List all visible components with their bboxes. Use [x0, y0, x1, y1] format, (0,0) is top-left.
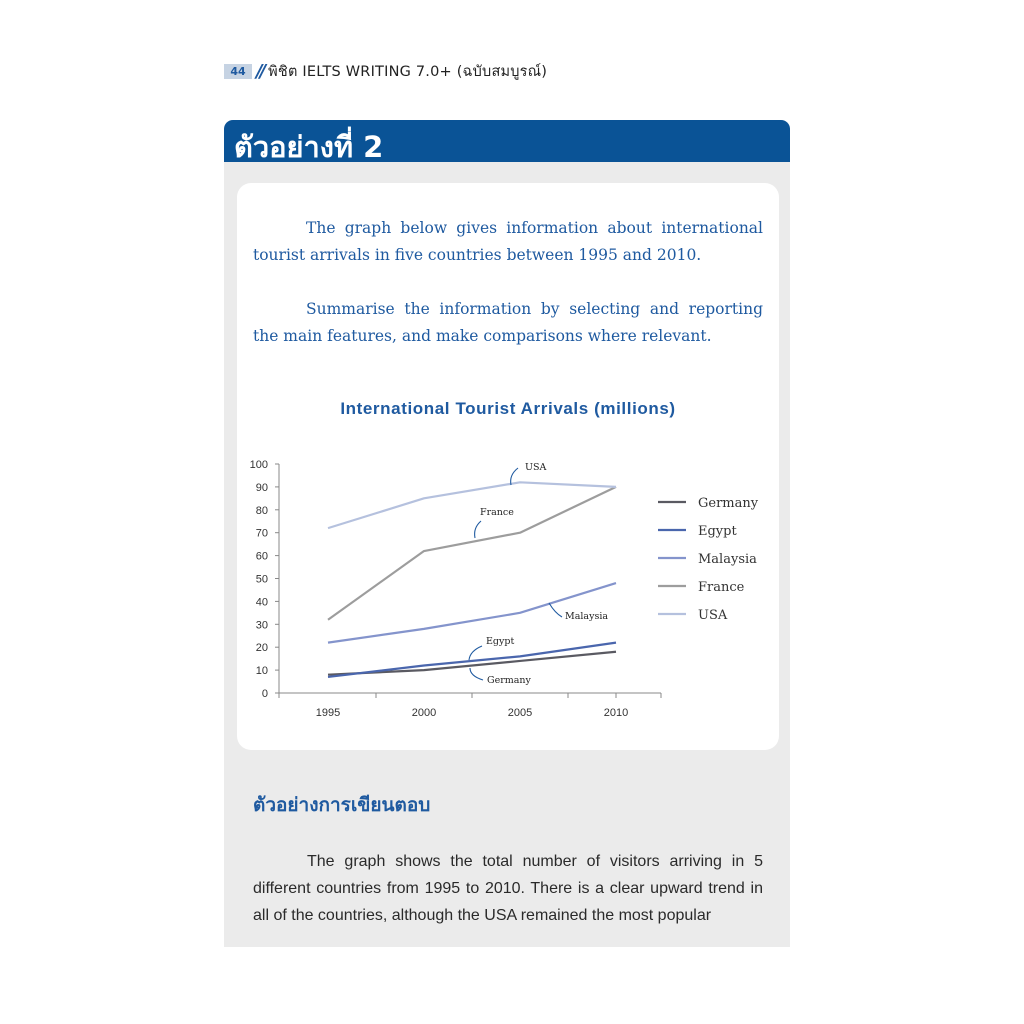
callout-label-egypt: Egypt — [486, 636, 515, 647]
header-separator: // — [256, 60, 264, 82]
callout-arrow — [475, 521, 481, 538]
page-number: 44 — [224, 64, 252, 79]
y-tick-label: 70 — [255, 527, 268, 540]
series-line-usa — [328, 482, 616, 528]
series-line-egypt — [328, 643, 616, 677]
y-tick-label: 90 — [255, 481, 268, 494]
chart-title: International Tourist Arrivals (millions) — [340, 399, 676, 418]
y-tick-label: 10 — [255, 665, 268, 678]
callout-label-malaysia: Malaysia — [565, 611, 609, 622]
x-tick-label: 2010 — [603, 707, 629, 719]
page-header — [224, 60, 547, 82]
section-title-bar — [224, 120, 790, 162]
legend-label-egypt: Egypt — [698, 524, 737, 539]
callout-label-france: France — [480, 507, 514, 518]
y-tick-label: 60 — [255, 550, 268, 563]
callout-arrow — [549, 603, 562, 617]
series-line-france — [328, 487, 616, 620]
callout-arrow — [469, 646, 482, 660]
y-tick-label: 20 — [255, 642, 268, 655]
section-title: ตัวอย่างที่ 2 — [234, 130, 384, 164]
y-tick-label: 0 — [261, 688, 268, 700]
y-tick-label: 40 — [255, 596, 268, 609]
answer-text: The graph shows the total number of visitors arriving in 5 different countries from 1995 to 2010. There is a clear upward trend in all of the countries, although the USA remained the most popular — [253, 853, 763, 924]
y-tick-label: 50 — [255, 573, 268, 586]
legend-label-germany: Germany — [698, 496, 759, 511]
x-tick-label: 2000 — [411, 707, 437, 719]
prompt-paragraph-1: The graph below gives information about international tourist arrivals in five countries between 1995 and 2010. — [253, 219, 763, 264]
x-tick-label: 1995 — [315, 707, 341, 719]
y-tick-label: 100 — [249, 459, 268, 471]
question-card — [237, 183, 779, 750]
answer-heading: ตัวอย่างการเขียนตอบ — [253, 794, 431, 816]
prompt-paragraph-2: Summarise the information by selecting and reporting the main features, and make comparisons where relevant. — [253, 300, 763, 345]
y-tick-label: 30 — [255, 619, 268, 632]
callout-label-usa: USA — [525, 462, 547, 473]
legend-label-usa: USA — [698, 608, 728, 623]
y-tick-label: 80 — [255, 504, 268, 517]
line-chart — [237, 448, 779, 728]
callout-label-germany: Germany — [487, 675, 531, 686]
book-title: พิชิต IELTS WRITING 7.0+ (ฉบับสมบูรณ์) — [268, 63, 548, 80]
legend-label-malaysia: Malaysia — [698, 552, 757, 567]
callout-arrow — [470, 668, 483, 680]
x-tick-label: 2005 — [507, 707, 533, 719]
legend-label-france: France — [698, 580, 745, 595]
